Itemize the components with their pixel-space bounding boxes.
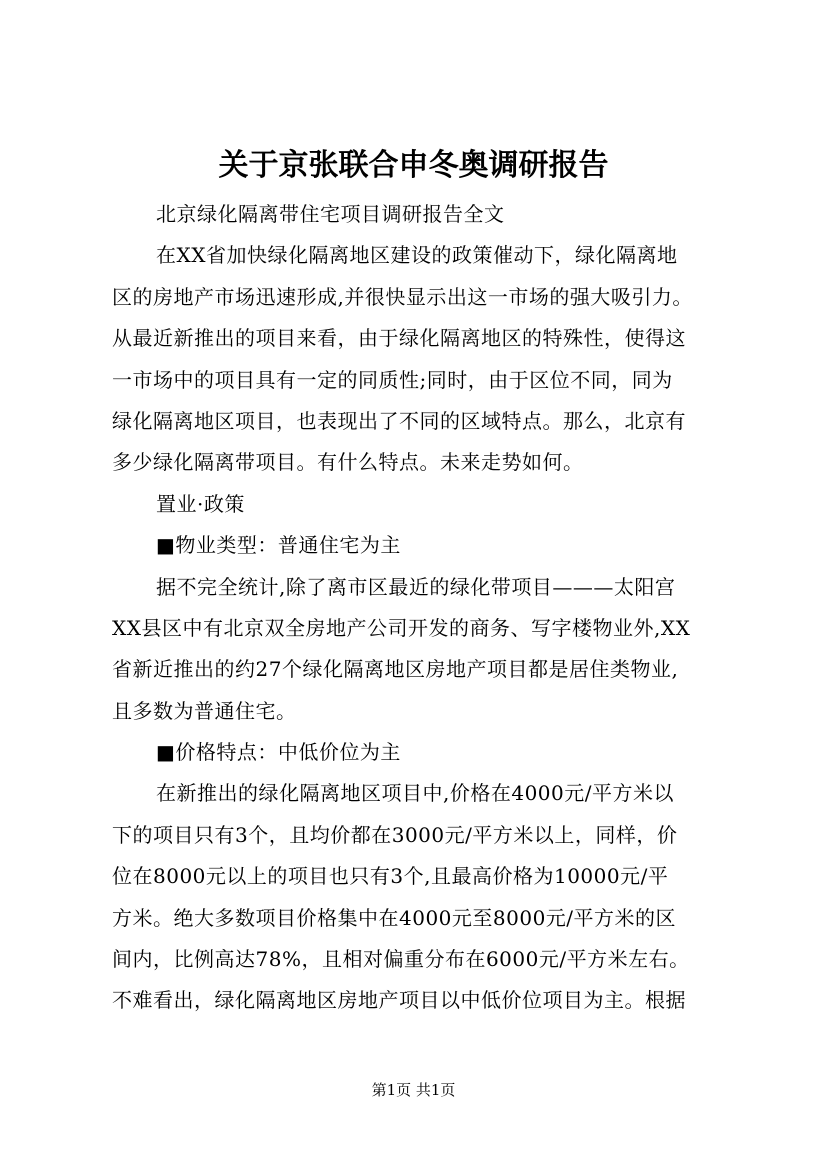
- paragraph-line: 且多数为普通住宅。: [112, 698, 297, 723]
- subsection-heading: ■价格特点：中低价位为主: [156, 740, 401, 765]
- document-body: [112, 194, 740, 1022]
- paragraph-line: 区的房地产市场迅速形成,并很快显示出这一市场的强大吸引力。: [112, 284, 693, 309]
- paragraph-line: 下的项目只有3个，且均价都在3000元/平方米以上，同样，价: [112, 822, 678, 847]
- paragraph-line: 不难看出，绿化隔离地区房地产项目以中低价位项目为主。根据: [112, 988, 686, 1013]
- paragraph-line: 北京绿化隔离带住宅项目调研报告全文: [156, 202, 505, 226]
- section-heading: 置业·政策: [156, 491, 245, 516]
- paragraph-line: 多少绿化隔离带项目。有什么特点。未来走势如何。: [112, 450, 584, 475]
- document-title: 关于京张联合申冬奥调研报告: [218, 148, 609, 183]
- paragraph-line: 间内，比例高达78%，且相对偏重分布在6000元/平方米左右。: [112, 947, 690, 972]
- paragraph-line: 从最近新推出的项目来看，由于绿化隔离地区的特殊性，使得这: [112, 326, 686, 351]
- paragraph-line: XX县区中有北京双全房地产公司开发的商务、写字楼物业外,XX: [112, 615, 691, 640]
- paragraph-line: 位在8000元以上的项目也只有3个,且最高价格为10000元/平: [112, 864, 669, 889]
- paragraph-line: 一市场中的项目具有一定的同质性;同时，由于区位不同，同为: [112, 367, 673, 392]
- subsection-heading: ■物业类型：普通住宅为主: [156, 533, 401, 558]
- paragraph-line: 在新推出的绿化隔离地区项目中,价格在4000元/平方米以: [156, 781, 674, 806]
- page-footer: 第1页 共1页: [371, 1081, 456, 1099]
- paragraph-line: 在XX省加快绿化隔离地区建设的政策催动下，绿化隔离地: [156, 243, 678, 268]
- paragraph-line: 绿化隔离地区项目，也表现出了不同的区域特点。那么，北京有: [112, 408, 686, 433]
- paragraph-line: 方米。绝大多数项目价格集中在4000元至8000元/平方米的区: [112, 905, 677, 930]
- paragraph-line: 据不完全统计,除了离市区最近的绿化带项目———太阳宫: [156, 574, 676, 599]
- paragraph-line: 省新近推出的约27个绿化隔离地区房地产项目都是居住类物业,: [112, 657, 679, 682]
